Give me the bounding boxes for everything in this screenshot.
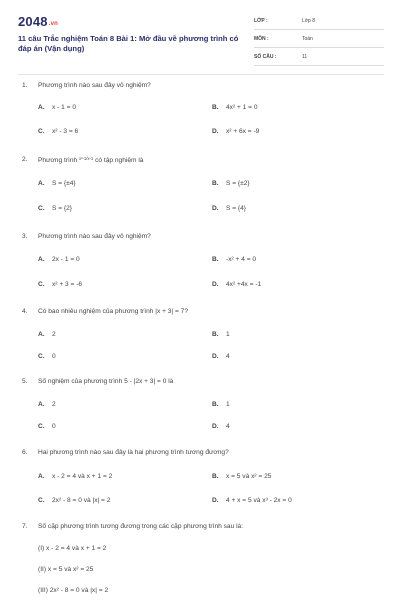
meta-value: 11 bbox=[302, 54, 308, 60]
option-text: x² + 3 = -6 bbox=[52, 281, 83, 288]
option-c[interactable]: C. x² + 3 = -6 bbox=[38, 281, 83, 288]
option-c[interactable]: C. S = {2} bbox=[38, 205, 72, 212]
question-text: Có bao nhiêu nghiệm của phương trình |x + 3| = 7? bbox=[38, 308, 188, 315]
question-text: Phương trình nào sau đây vô nghiệm? bbox=[38, 233, 151, 240]
statement-3: (III) 2x² - 8 = 0 và |x| = 2 bbox=[38, 587, 109, 594]
site-logo[interactable]: 2048.vn bbox=[18, 14, 59, 29]
question-text: Phương trình x²-1/x-1 có tập nghiệm là bbox=[38, 156, 144, 164]
option-a[interactable]: A. 2x - 1 = 0 bbox=[38, 256, 80, 263]
option-a[interactable]: A. x - 2 = 4 và x + 1 = 2 bbox=[38, 473, 113, 480]
meta-label: SỐ CÂU : bbox=[254, 54, 277, 60]
question-number: 7. bbox=[22, 523, 28, 530]
option-a[interactable]: A. 2 bbox=[38, 401, 56, 408]
option-text: x - 2 = 4 và x + 1 = 2 bbox=[52, 473, 113, 480]
meta-value: Toán bbox=[302, 36, 313, 42]
option-text: -x² + 4 = 0 bbox=[226, 256, 257, 263]
meta-info bbox=[254, 15, 384, 69]
option-text: S = {±4} bbox=[52, 180, 76, 187]
option-b[interactable]: B. 1 bbox=[212, 401, 230, 408]
fraction: x²-1/x-1 bbox=[79, 156, 94, 161]
option-c[interactable]: C. x² - 3 = 6 bbox=[38, 128, 79, 135]
option-text: 4x² + 1 = 0 bbox=[226, 104, 258, 111]
option-text: S = {2} bbox=[52, 205, 72, 212]
option-b[interactable]: B. 4x² + 1 = 0 bbox=[212, 104, 258, 111]
option-b[interactable]: B. x = 5 và x² = 25 bbox=[212, 473, 272, 480]
meta-label: MÔN : bbox=[254, 36, 269, 42]
question-text: Số nghiệm của phương trình 5 - |2x + 3| = 0 là bbox=[38, 378, 174, 385]
option-text: x = 5 và x² = 25 bbox=[226, 473, 272, 480]
document-header bbox=[18, 14, 384, 70]
meta-value: Lớp 8 bbox=[302, 18, 316, 24]
question-number: 6. bbox=[22, 449, 28, 456]
question-number: 4. bbox=[22, 308, 28, 315]
option-text: 2 bbox=[52, 331, 56, 338]
option-a[interactable]: A. x - 1 = 0 bbox=[38, 104, 77, 111]
option-text: x² - 3 = 6 bbox=[52, 128, 79, 135]
option-text: 4x² +4x = -1 bbox=[226, 281, 262, 288]
option-text: x - 1 = 0 bbox=[52, 104, 77, 111]
option-text: 0 bbox=[52, 423, 56, 430]
option-a[interactable]: A. 2 bbox=[38, 331, 56, 338]
option-d[interactable]: D. 4 bbox=[212, 353, 230, 360]
meta-subject bbox=[254, 33, 384, 48]
option-c[interactable]: C. 0 bbox=[38, 353, 56, 360]
option-text: 1 bbox=[226, 331, 230, 338]
document-title: 11 câu Trắc nghiệm Toán 8 Bài 1: Mở đầu về phương trình có đáp án (Vận dụng) bbox=[18, 34, 239, 53]
option-b[interactable]: B. -x² + 4 = 0 bbox=[212, 256, 257, 263]
option-c[interactable]: C. 0 bbox=[38, 423, 56, 430]
header-divider bbox=[18, 74, 384, 75]
question-number: 2. bbox=[22, 156, 28, 163]
statement-2: (II) x = 5 và x² = 25 bbox=[38, 566, 94, 573]
option-text: 2x - 1 = 0 bbox=[52, 256, 80, 263]
option-text: 4 + x = 5 và x³ - 2x = 0 bbox=[226, 497, 292, 504]
question-text: Phương trình nào sau đây vô nghiệm? bbox=[38, 82, 151, 89]
question-number: 1. bbox=[22, 82, 28, 89]
option-text: x² + 6x = -9 bbox=[226, 128, 260, 135]
option-text: S = {±2} bbox=[226, 180, 250, 187]
option-text: 0 bbox=[52, 353, 56, 360]
option-d[interactable]: D. 4 bbox=[212, 423, 230, 430]
option-text: 2 bbox=[52, 401, 56, 408]
meta-label: LỚP : bbox=[254, 18, 268, 24]
option-b[interactable]: B. S = {±2} bbox=[212, 180, 250, 187]
question-text: Số cặp phương trình tương đương trong các cặp phương trình sau là: bbox=[38, 523, 244, 530]
option-text: S = {4} bbox=[226, 205, 246, 212]
option-text: 4 bbox=[226, 353, 230, 360]
option-d[interactable]: D. S = {4} bbox=[212, 205, 246, 212]
meta-grade bbox=[254, 15, 384, 30]
option-text: 4 bbox=[226, 423, 230, 430]
meta-question-count bbox=[254, 51, 384, 66]
option-b[interactable]: B. 1 bbox=[212, 331, 230, 338]
statement-1: (I) x - 2 = 4 và x + 1 = 2 bbox=[38, 545, 107, 552]
question-text: Hai phương trình nào sau đây là hai phương trình tương đương? bbox=[38, 449, 229, 456]
option-d[interactable]: D. 4 + x = 5 và x³ - 2x = 0 bbox=[212, 497, 292, 504]
question-number: 3. bbox=[22, 233, 28, 240]
question-number: 5. bbox=[22, 378, 28, 385]
option-c[interactable]: C. 2x² - 8 = 0 và |x| = 2 bbox=[38, 497, 111, 504]
option-text: 2x² - 8 = 0 và |x| = 2 bbox=[52, 497, 111, 504]
option-d[interactable]: D. x² + 6x = -9 bbox=[212, 128, 260, 135]
option-d[interactable]: D. 4x² +4x = -1 bbox=[212, 281, 262, 288]
option-a[interactable]: A. S = {±4} bbox=[38, 180, 76, 187]
option-text: 1 bbox=[226, 401, 230, 408]
